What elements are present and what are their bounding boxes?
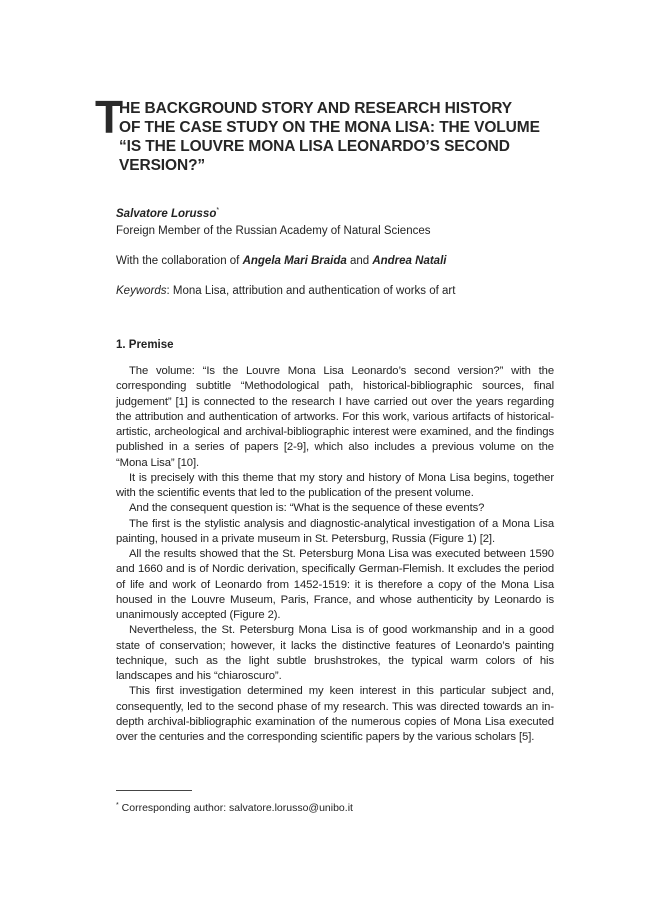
collaboration-line (116, 254, 446, 268)
author-line (116, 207, 219, 221)
paragraph: The first is the stylistic analysis and diagnostic-analytical investigation of a Mona Lisa painting, housed in a private museum in St. Petersburg, Russia (Figure 1) [2]. (116, 517, 554, 545)
title-line-1: HE BACKGROUND STORY AND RESEARCH HISTORY (119, 100, 513, 117)
title-line-3: “IS THE LOUVRE MONA LISA LEONARDO’S SECOND (119, 138, 510, 155)
footnote-divider (116, 790, 192, 791)
collaboration-prefix: With the collaboration of (116, 255, 243, 267)
author-name: Salvatore Lorusso (116, 208, 217, 220)
keywords-line (116, 284, 455, 298)
paragraph: And the consequent question is: “What is the sequence of these events? (129, 502, 485, 515)
author-footnote-mark: * (216, 207, 220, 214)
collaborator-2: Andrea Natali (372, 255, 447, 267)
keywords-text: : Mona Lisa, attribution and authentication of works of art (166, 285, 456, 297)
section-heading: 1. Premise (116, 339, 174, 351)
paragraph: It is precisely with this theme that my story and history of Mona Lisa begins, together with the scientific events that led to the publication of the present volume. (116, 471, 554, 499)
title-line-4: VERSION?” (119, 157, 206, 174)
paragraph: The volume: “Is the Louvre Mona Lisa Leonardo’s second version?” with the corresponding subtitle “Methodological path, historical-bibliographic sources, final judgement” [1] is connected to the research I have carried out over the years regarding the attribution and authentication of artworks. For this work, various artifacts of historical-artistic, archeological and archival-bibliographic interest were examined, and the findings published in a series of papers [2-9], which also includes a previous volume on the “Mona Lisa” [10]. (116, 365, 554, 469)
title-dropcap: T (95, 91, 124, 143)
collaborator-1: Angela Mari Braida (242, 255, 347, 267)
collaboration-joiner: and (346, 255, 373, 267)
footnote-text: Corresponding author: salvatore.lorusso@unibo.it (118, 802, 353, 814)
footnote-mark: * (116, 802, 119, 809)
body-text (116, 364, 554, 745)
title-line-2: OF THE CASE STUDY ON THE MONA LISA: THE VOLUME (119, 119, 540, 136)
footnote (116, 802, 353, 814)
author-affiliation: Foreign Member of the Russian Academy of Natural Sciences (116, 225, 431, 237)
paragraph: Nevertheless, the St. Petersburg Mona Lisa is of good workmanship and in a good state of conservation; however, it lacks the distinctive features of Leonardo’s painting technique, such as the light subtle brushstrokes, the typical warm colors of his landscapes and his “chiaroscuro”. (116, 624, 554, 682)
paragraph: This first investigation determined my keen interest in this particular subject and, consequently, led to the second phase of my research. This was directed towards an in-depth archival-bibliographic examination of the numerous copies of Mona Lisa executed over the centuries and the corresponding scientific papers by the various scholars [5]. (116, 685, 554, 743)
keywords-label: Keywords (116, 285, 167, 297)
paragraph: All the results showed that the St. Petersburg Mona Lisa was executed between 1590 and 1660 and is of Nordic derivation, specifically German-Flemish. It excludes the period of life and work of Leonardo from 1452-1519: it is therefore a copy of the Mona Lisa housed in the Louvre Museum, Paris, France, and whose authenticity by Leonardo is unanimously accepted (Figure 2). (116, 548, 554, 621)
